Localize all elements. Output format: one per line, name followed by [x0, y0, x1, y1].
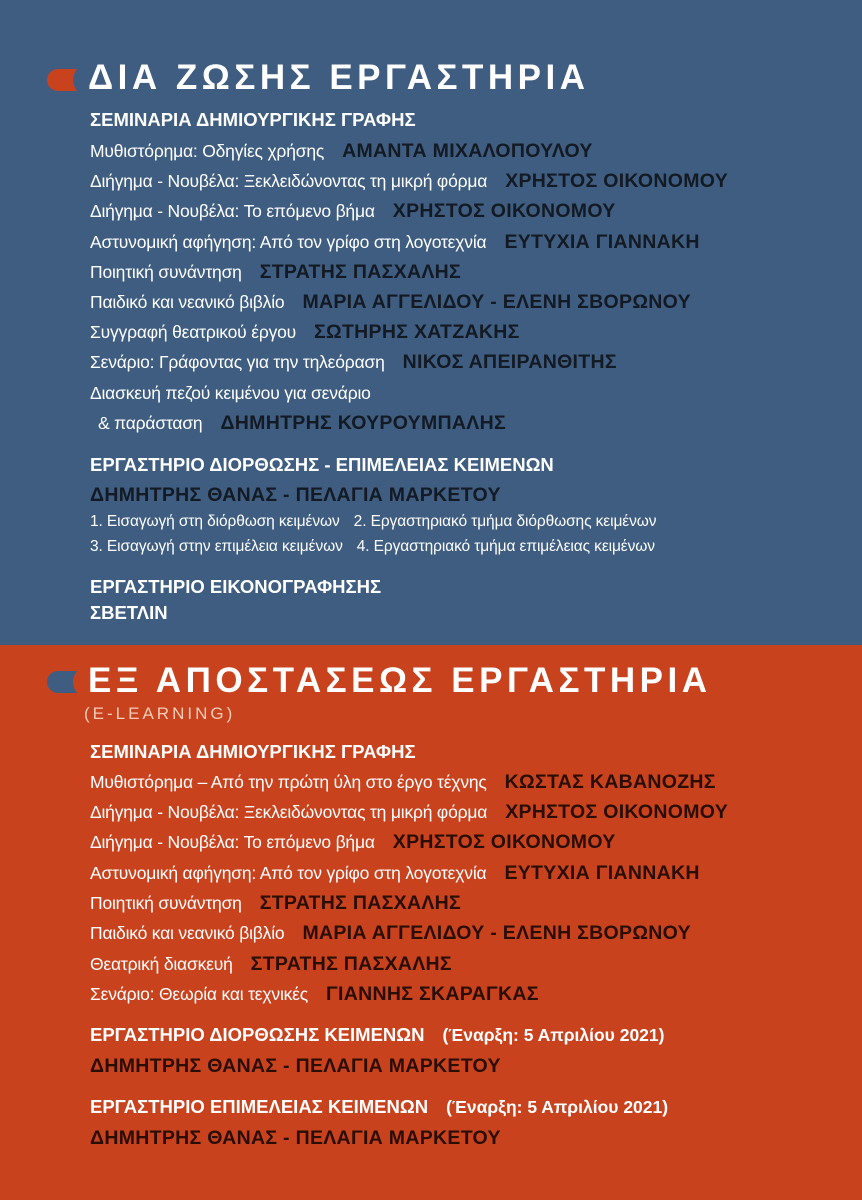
- tutor-name: ΧΡΗΣΤΟΣ ΟΙΚΟΝΟΜΟΥ: [392, 831, 616, 853]
- course-title: Διήγημα - Νουβέλα: Το επόμενο βήμα: [90, 201, 375, 221]
- course-title: Διασκευή πεζού κειμένου για σενάριο: [90, 383, 371, 403]
- editing-tutors: ΔΗΜΗΤΡΗΣ ΘΑΝΑΣ - ΠΕΛΑΓΙΑ ΜΑΡΚΕΤΟΥ: [90, 1127, 501, 1149]
- tutor-name: ΓΙΑΝΝΗΣ ΣΚΑΡΑΓΚΑΣ: [326, 983, 539, 1005]
- course-row: [90, 798, 728, 826]
- editing-heading: ΕΡΓΑΣΤΗΡΙΟ ΕΠΙΜΕΛΕΙΑΣ ΚΕΙΜΕΝΩΝ: [90, 1096, 429, 1117]
- course-row: [90, 768, 716, 796]
- creative-writing-heading: ΣΕΜΙΝΑΡΙΑ ΔΗΜΙΟΥΡΓΙΚΗΣ ΓΡΑΦΗΣ: [90, 741, 416, 762]
- course-row: [90, 197, 616, 225]
- course-title: Διήγημα - Νουβέλα: Το επόμενο βήμα: [90, 832, 375, 852]
- half-circle-bullet-icon: [47, 671, 77, 693]
- course-row: [90, 167, 728, 195]
- proofreading-tutors: ΔΗΜΗΤΡΗΣ ΘΑΝΑΣ - ΠΕΛΑΓΙΑ ΜΑΡΚΕΤΟΥ: [90, 1055, 501, 1077]
- tutor-name: ΧΡΗΣΤΟΣ ΟΙΚΟΝΟΜΟΥ: [392, 200, 616, 222]
- course-title: Σενάριο: Γράφοντας για την τηλεόραση: [90, 352, 385, 372]
- editing-items-row: [90, 508, 656, 536]
- tutor-name: ΜΑΡΙΑ ΑΓΓΕΛΙΔΟΥ - ΕΛΕΝΗ ΣΒΟΡΩΝΟΥ: [302, 922, 691, 944]
- half-circle-bullet-icon: [47, 69, 77, 91]
- editing-item: 3. Εισαγωγή στην επιμέλεια κειμένων: [90, 538, 343, 555]
- course-row: [98, 409, 506, 437]
- tutor-name: ΚΩΣΤΑΣ ΚΑΒΑΝΟΖΗΣ: [504, 771, 716, 793]
- tutor-name: ΝΙΚΟΣ ΑΠΕΙΡΑΝΘΙΤΗΣ: [402, 351, 617, 373]
- tutor-name: ΧΡΗΣΤΟΣ ΟΙΚΟΝΟΜΟΥ: [505, 801, 728, 823]
- course-row: [90, 228, 700, 256]
- editing-item: 2. Εργαστηριακό τμήμα διόρθωσης κειμένων: [353, 513, 657, 530]
- tutor-name: ΕΥΤΥΧΙΑ ΓΙΑΝΝΑΚΗ: [504, 231, 700, 253]
- course-row: [90, 980, 539, 1008]
- course-title: Διήγημα - Νουβέλα: Ξεκλειδώνοντας τη μικρή φόρμα: [90, 802, 488, 822]
- course-row: [90, 859, 700, 887]
- creative-writing-heading: ΣΕΜΙΝΑΡΙΑ ΔΗΜΙΟΥΡΓΙΚΗΣ ΓΡΑΦΗΣ: [90, 109, 416, 130]
- course-title: & παράσταση: [98, 413, 203, 433]
- tutor-name: ΑΜΑΝΤΑ ΜΙΧΑΛΟΠΟΥΛΟΥ: [342, 140, 593, 162]
- course-title: Θεατρική διασκευή: [90, 954, 233, 974]
- course-title: Μυθιστόρημα: Οδηγίες χρήσης: [90, 141, 325, 161]
- course-title: Διήγημα - Νουβέλα: Ξεκλειδώνοντας τη μικρή φόρμα: [90, 171, 488, 191]
- course-row: [90, 288, 691, 316]
- editing-item: 1. Εισαγωγή στη διόρθωση κειμένων: [90, 513, 340, 530]
- course-title: Συγγραφή θεατρικού έργου: [90, 322, 297, 342]
- illustration-tutor: ΣΒΕΤΛΙΝ: [90, 602, 168, 623]
- course-row: [90, 318, 520, 346]
- start-date: (Έναρξη: 5 Απριλίου 2021): [446, 1097, 669, 1117]
- course-row: [90, 950, 452, 978]
- editing-item: 4. Εργαστηριακό τμήμα επιμέλειας κειμένων: [356, 538, 655, 555]
- editing-heading: ΕΡΓΑΣΤΗΡΙΟ ΔΙΟΡΘΩΣΗΣ - ΕΠΙΜΕΛΕΙΑΣ ΚΕΙΜΕΝΩΝ: [90, 454, 554, 475]
- section-subtitle: (E-LEARNING): [84, 704, 236, 723]
- course-row: [90, 889, 461, 917]
- course-title: Ποιητική συνάντηση: [90, 893, 242, 913]
- start-date: (Έναρξη: 5 Απριλίου 2021): [442, 1025, 665, 1045]
- tutor-name: ΧΡΗΣΤΟΣ ΟΙΚΟΝΟΜΟΥ: [505, 170, 728, 192]
- course-row: [90, 379, 371, 407]
- course-row: [90, 137, 593, 165]
- course-title: Παιδικό και νεανικό βιβλίο: [90, 292, 285, 312]
- course-row: [90, 258, 461, 286]
- course-title: Ποιητική συνάντηση: [90, 262, 242, 282]
- course-title: Αστυνομική αφήγηση: Από τον γρίφο στη λογοτεχνία: [90, 863, 487, 883]
- editing-tutors: ΔΗΜΗΤΡΗΣ ΘΑΝΑΣ - ΠΕΛΑΓΙΑ ΜΑΡΚΕΤΟΥ: [90, 484, 501, 506]
- course-row: [90, 919, 691, 947]
- tutor-name: ΣΤΡΑΤΗΣ ΠΑΣΧΑΛΗΣ: [259, 892, 462, 914]
- course-row: [90, 348, 617, 376]
- editing-heading-row: [90, 1093, 668, 1121]
- tutor-name: ΣΤΡΑΤΗΣ ΠΑΣΧΑΛΗΣ: [250, 953, 452, 975]
- proofreading-heading: ΕΡΓΑΣΤΗΡΙΟ ΔΙΟΡΘΩΣΗΣ ΚΕΙΜΕΝΩΝ: [90, 1024, 425, 1045]
- course-row: [90, 828, 616, 856]
- course-title: Μυθιστόρημα – Από την πρώτη ύλη στο έργο τέχνης: [90, 772, 487, 792]
- tutor-name: ΣΤΡΑΤΗΣ ΠΑΣΧΑΛΗΣ: [259, 261, 462, 283]
- section-title: ΕΞ ΑΠΟΣΤΑΣΕΩΣ ΕΡΓΑΣΤΗΡΙΑ: [88, 661, 712, 700]
- tutor-name: ΜΑΡΙΑ ΑΓΓΕΛΙΔΟΥ - ΕΛΕΝΗ ΣΒΟΡΩΝΟΥ: [302, 291, 691, 313]
- tutor-name: ΔΗΜΗΤΡΗΣ ΚΟΥΡΟΥΜΠΑΛΗΣ: [220, 412, 506, 434]
- tutor-name: ΣΩΤΗΡΗΣ ΧΑΤΖΑΚΗΣ: [314, 321, 520, 343]
- editing-items-row: [90, 533, 655, 561]
- section-title: ΔΙΑ ΖΩΣΗΣ ΕΡΓΑΣΤΗΡΙΑ: [88, 58, 590, 97]
- course-title: Παιδικό και νεανικό βιβλίο: [90, 923, 285, 943]
- course-title: Αστυνομική αφήγηση: Από τον γρίφο στη λογοτεχνία: [90, 232, 487, 252]
- proofreading-heading-row: [90, 1021, 664, 1049]
- tutor-name: ΕΥΤΥΧΙΑ ΓΙΑΝΝΑΚΗ: [504, 862, 700, 884]
- illustration-heading: ΕΡΓΑΣΤΗΡΙΟ ΕΙΚΟΝΟΓΡΑΦΗΣΗΣ: [90, 576, 382, 597]
- course-title: Σενάριο: Θεωρία και τεχνικές: [90, 984, 309, 1004]
